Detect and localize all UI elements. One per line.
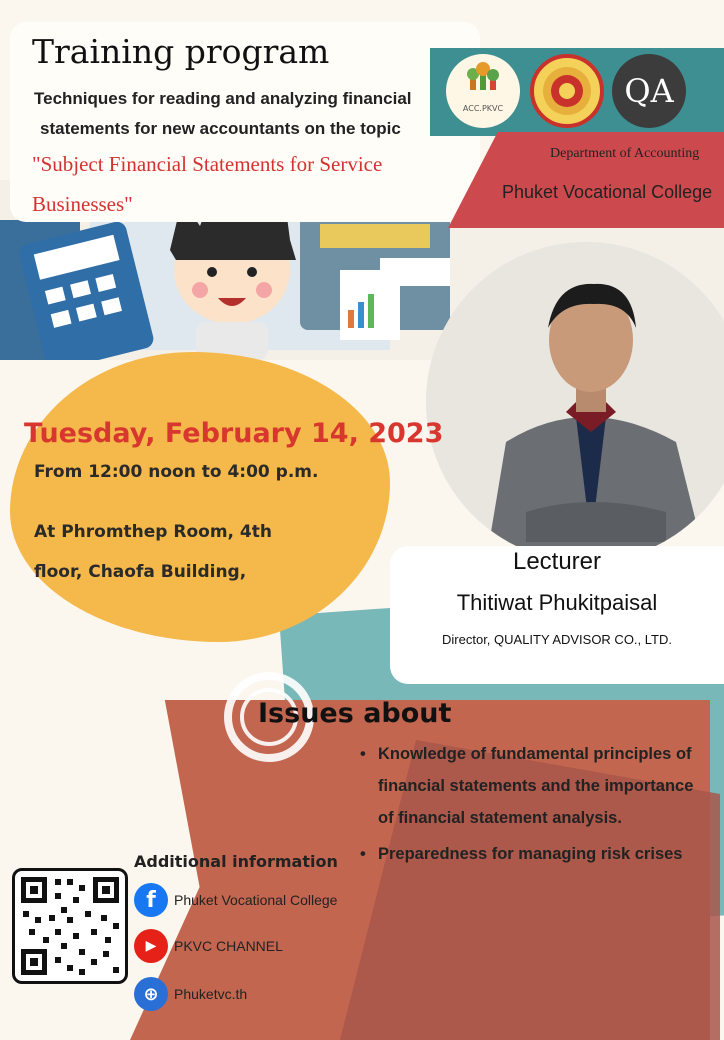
contact-website[interactable] (134, 976, 247, 1012)
event-info-blob (10, 352, 390, 642)
subtitle-line-1: Techniques for reading and analyzing financial (34, 89, 412, 108)
program-topic: "Subject Financial Statements for Service Businesses" (32, 152, 383, 216)
qa-logo: QA (612, 54, 686, 128)
list-item: • Knowledge of fundamental principles of financial statements and the importance of financial statement analysis. (360, 738, 700, 834)
program-title: Training program (32, 32, 330, 71)
bullet-icon: • (360, 845, 366, 863)
issues-heading: Issues about (258, 698, 452, 729)
bullet-icon: • (360, 745, 366, 763)
facebook-label: Phuket Vocational College (174, 892, 338, 908)
qr-code[interactable] (12, 868, 128, 984)
lecturer-role: Director, QUALITY ADVISOR CO., LTD. (442, 632, 672, 647)
college-label: Phuket Vocational College (502, 182, 713, 202)
list-item: • Preparedness for managing risk crises (360, 838, 700, 870)
acc-logo-text: ACC.PKVC (462, 103, 504, 113)
issues-list (360, 738, 700, 874)
subtitle-line-2: statements for new accountants on the topic (40, 119, 401, 138)
lecturer-heading: Lecturer (512, 548, 602, 575)
youtube-label: PKVC CHANNEL (174, 938, 283, 954)
website-label: Phuketvc.th (174, 986, 248, 1002)
vocational-education-seal-icon (530, 54, 604, 128)
event-date: Tuesday, February 14, 2023 (24, 418, 444, 449)
event-location: At Phromthep Room, 4th floor, Chaofa Building, (34, 522, 272, 582)
globe-icon: ⊕ (134, 977, 168, 1011)
acc-pkvc-logo (446, 54, 520, 128)
contact-youtube[interactable] (134, 928, 283, 964)
youtube-icon: ▶ (134, 929, 168, 963)
facebook-icon: f (134, 883, 168, 917)
lecturer-photo (426, 242, 724, 562)
program-subtitle (34, 84, 414, 144)
additional-info-heading: Additional information (134, 852, 338, 871)
contact-facebook[interactable] (134, 882, 337, 918)
department-label: Department of Accounting (550, 146, 700, 161)
event-time: From 12:00 noon to 4:00 p.m. (34, 462, 319, 482)
lecturer-name: Thitiwat Phukitpaisal (456, 590, 658, 615)
